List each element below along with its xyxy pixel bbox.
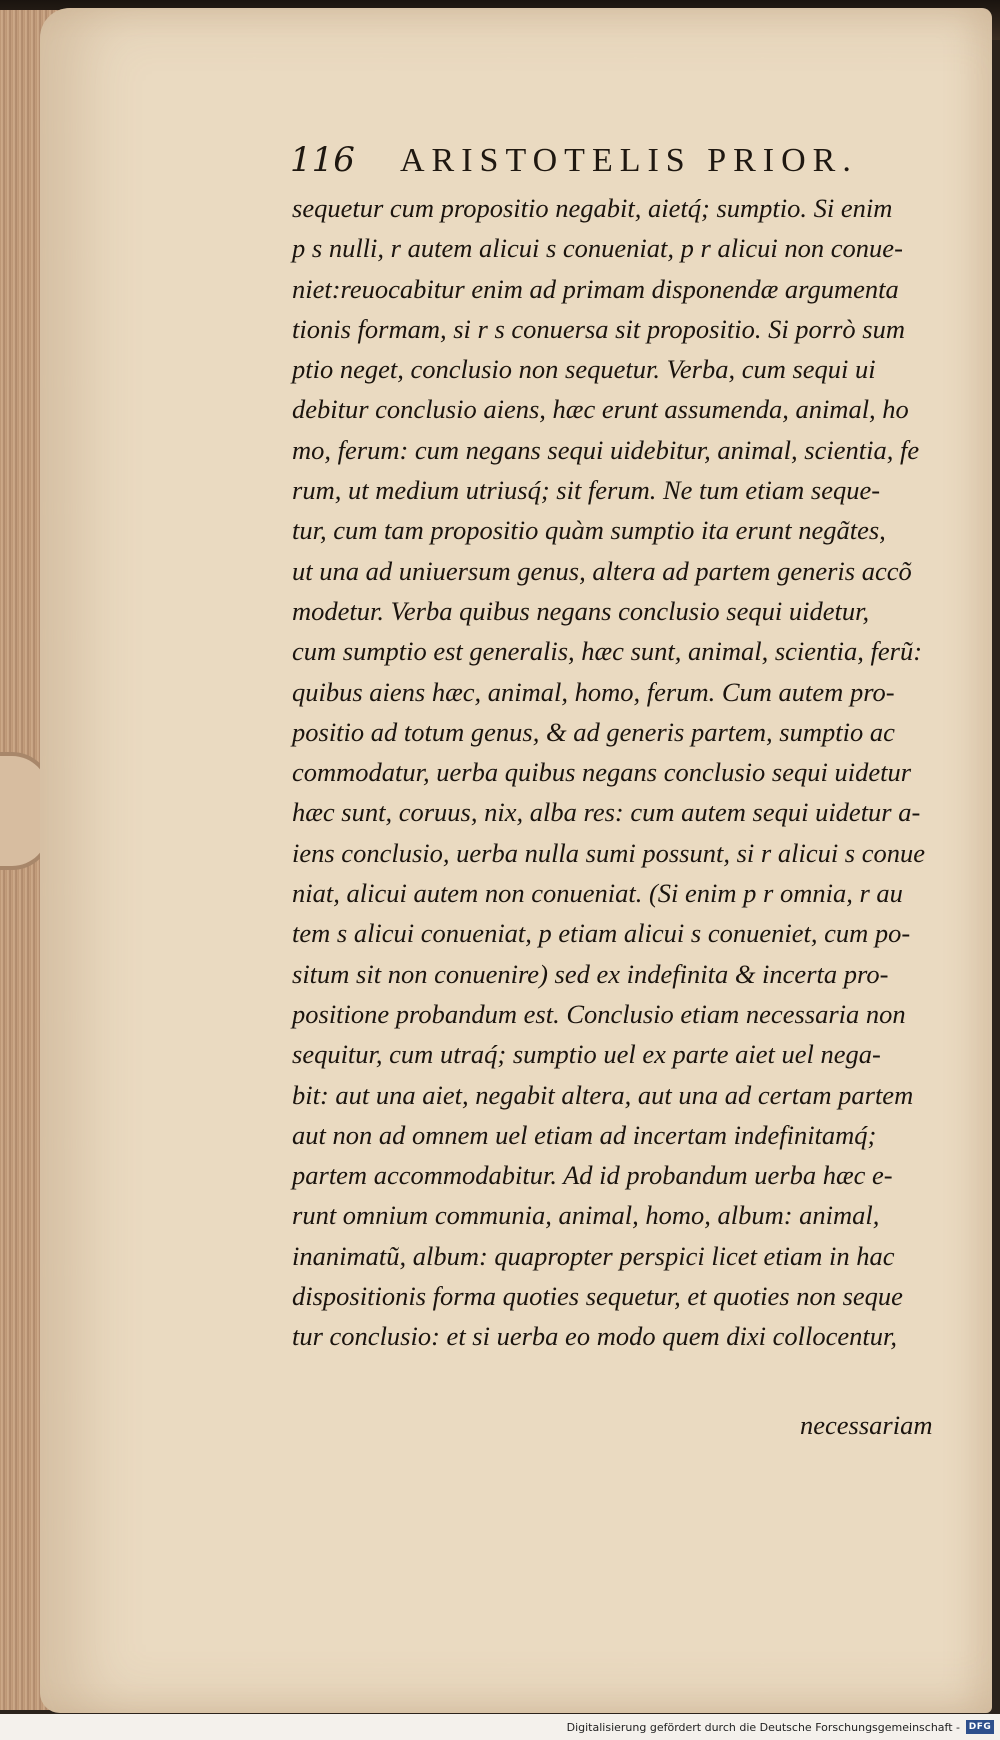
text-line: iens conclusio, uerba nulla sumi possunt, si r alicui s conue: [292, 837, 926, 868]
running-title: ARISTOTELIS PRIOR.: [400, 142, 858, 179]
text-line: partem accommodabitur. Ad id probandum uerba hæc e-: [292, 1160, 893, 1191]
text-line: debitur conclusio aiens, hæc erunt assumenda, animal, ho: [292, 394, 909, 425]
footer-credit: Digitalisierung gefördert durch die Deutsche Forschungsgemeinschaft -: [566, 1720, 960, 1734]
dfg-logo-icon: DFG: [966, 1720, 994, 1734]
text-line: positione probandum est. Conclusio etiam necessaria non: [292, 998, 906, 1029]
text-line: sequetur cum propositio negabit, aietq́; sumptio. Si enim: [292, 193, 893, 223]
text-line: inanimatũ, album: quapropter perspici licet etiam in hac: [292, 1240, 895, 1271]
text-line: modetur. Verba quibus negans conclusio sequi uidetur,: [292, 595, 870, 626]
text-line: niat, alicui autem non conueniat. (Si enim p r omnia, r au: [292, 878, 903, 909]
text-line: mo, ferum: cum negans sequi uidebitur, animal, scientia, fe: [292, 434, 920, 465]
text-line: sequitur, cum utraq́; sumptio uel ex parte aiet uel nega-: [292, 1039, 881, 1070]
text-line: ptio neget, conclusio non sequetur. Verba, cum sequi ui: [292, 354, 876, 385]
text-line: commodatur, uerba quibus negans conclusio sequi uidetur: [292, 757, 912, 788]
text-line: tur conclusio: et si uerba eo modo quem dixi collocentur,: [292, 1321, 897, 1352]
text-line: niet:reuocabitur enim ad primam disponendæ argumenta: [292, 273, 899, 304]
text-line: rum, ut medium utriusq́; sit ferum. Ne tum etiam seque-: [292, 475, 881, 506]
text-line: bit: aut una aiet, negabit altera, aut una ad certam partem: [292, 1079, 914, 1110]
footer-bar: [0, 1714, 1000, 1740]
body-text: [292, 188, 972, 1357]
text-line: aut non ad omnem uel etiam ad incertam indefinitamq́;: [292, 1119, 877, 1150]
text-line: hæc sunt, coruus, nix, alba res: cum autem sequi uidetur a-: [292, 797, 921, 828]
catchword: necessariam: [800, 1410, 933, 1440]
text-line: quibus aiens hæc, animal, homo, ferum. Cum autem pro-: [292, 676, 895, 707]
text-line: tur, cum tam propositio quàm sumptio ita erunt negãtes,: [292, 515, 886, 546]
text-line: cum sumptio est generalis, hæc sunt, animal, scientia, ferũ:: [292, 636, 923, 667]
page-header: [290, 140, 930, 190]
text-line: dispositionis forma quoties sequetur, et quoties non seque: [292, 1281, 903, 1312]
text-line: p s nulli, r autem alicui s conueniat, p r alicui non conue-: [292, 233, 903, 264]
text-line: ut una ad uniuersum genus, altera ad partem generis accõ: [292, 555, 912, 586]
text-line: runt omnium communia, animal, homo, album: animal,: [292, 1200, 880, 1231]
text-line: situm sit non conuenire) sed ex indefinita & incerta pro-: [292, 958, 889, 989]
text-line: positio ad totum genus, & ad generis partem, sumptio ac: [292, 716, 895, 747]
text-line: tem s alicui conueniat, p etiam alicui s conueniet, cum po-: [292, 918, 911, 949]
page-number: 116: [290, 140, 355, 180]
text-line: tionis formam, si r s conuersa sit propositio. Si porrò sum: [292, 313, 906, 344]
